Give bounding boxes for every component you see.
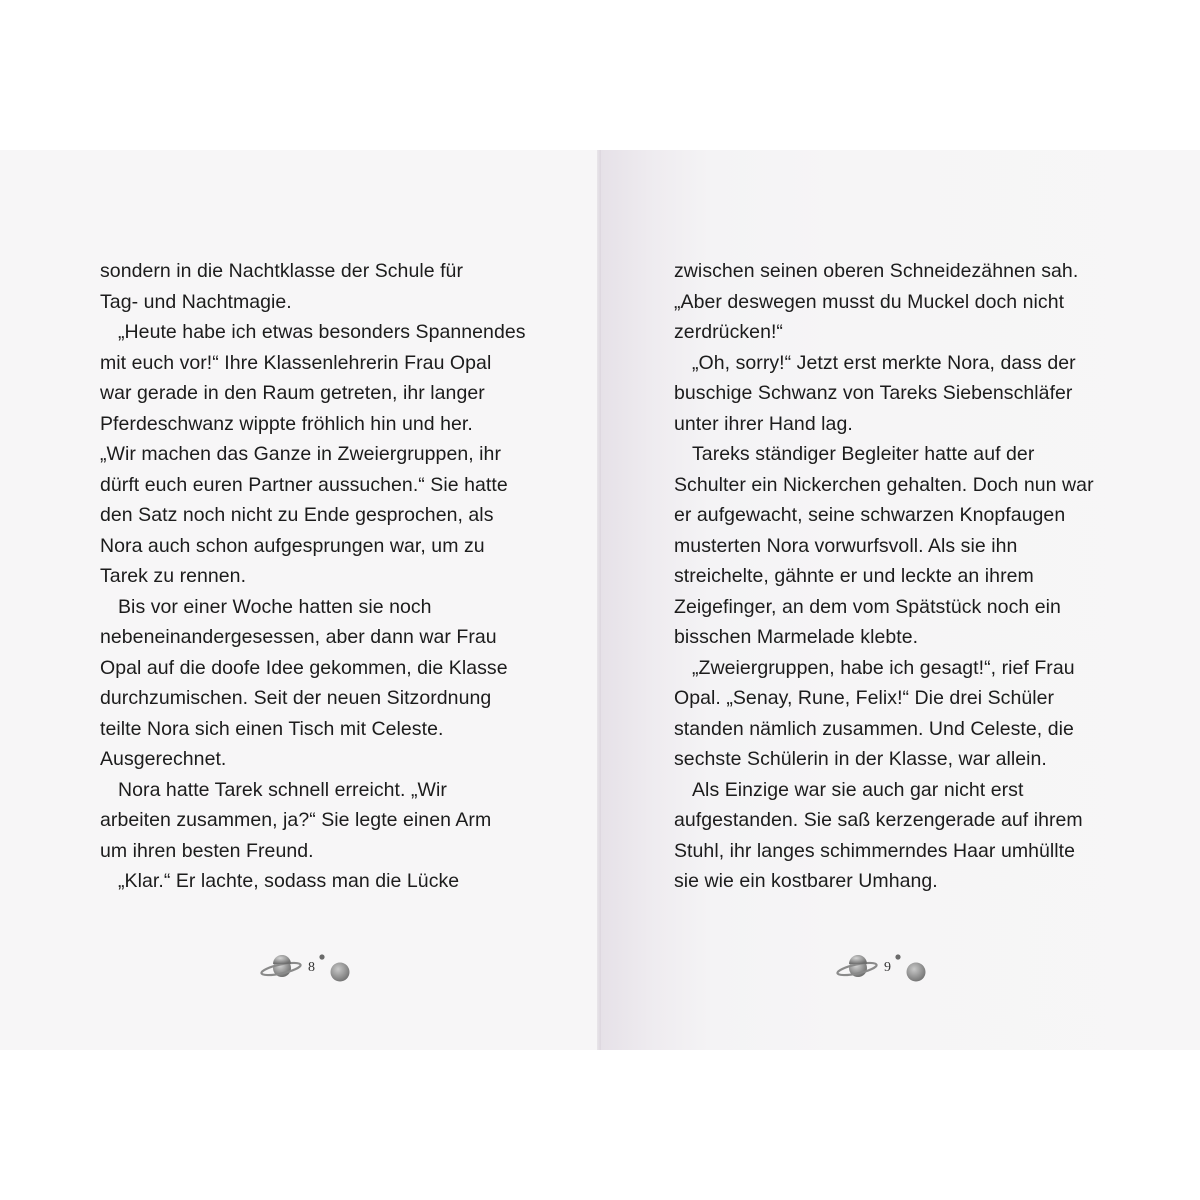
text-line: Stuhl, ihr langes schimmerndes Haar umhüllte: [674, 839, 1076, 862]
text-line: musterten Nora vorwurfsvoll. Als sie ihn: [674, 534, 1018, 557]
book-spread: [0, 150, 1200, 1050]
left-page-text: [100, 256, 550, 897]
text-line: nebeneinandergesessen, aber dann war Frau: [100, 626, 497, 648]
right-page-folio: [836, 948, 927, 988]
text-line: streichelte, gähnte er und leckte an ihrem: [674, 565, 1034, 587]
text-line: arbeiten zusammen, ja?“ Sie legte einen Arm: [100, 809, 492, 831]
text-line: unter ihrer Hand lag.: [674, 412, 853, 435]
text-line: Ausgerechnet.: [100, 748, 227, 770]
left-page: [0, 150, 597, 1050]
text-line: Tarek zu rennen.: [100, 565, 247, 587]
text-line: er aufgewacht, seine schwarzen Knopfaugen: [674, 504, 1066, 526]
text-line: Schulter ein Nickerchen gehalten. Doch nun war: [674, 473, 1094, 496]
text-line: „Oh, sorry!“ Jetzt erst merkte Nora, dass der: [692, 351, 1076, 374]
text-line: „Aber deswegen musst du Muckel doch nicht: [674, 290, 1065, 313]
text-line: sondern in die Nachtklasse der Schule für: [100, 260, 463, 282]
text-line: war gerade in den Raum getreten, ihr langer: [100, 382, 485, 404]
left-page-folio: [260, 948, 351, 988]
text-line: Pferdeschwanz wippte fröhlich hin und her.: [100, 412, 473, 435]
text-line: buschige Schwanz von Tareks Siebenschläfer: [674, 382, 1073, 404]
text-line: Nora auch schon aufgesprungen war, um zu: [100, 534, 485, 557]
text-line: durchzumischen. Seit der neuen Sitzordnung: [100, 687, 492, 709]
right-page-text: [674, 256, 1134, 897]
right-page: [601, 150, 1200, 1050]
text-line: Tareks ständiger Begleiter hatte auf der: [692, 443, 1035, 465]
text-line: sie wie ein kostbarer Umhang.: [674, 870, 938, 892]
text-line: Als Einzige war sie auch gar nicht erst: [692, 778, 1024, 801]
text-line: Zeigefinger, an dem vom Spätstück noch ein: [674, 595, 1061, 618]
text-line: teilte Nora sich einen Tisch mit Celeste.: [100, 717, 444, 740]
text-line: „Zweiergruppen, habe ich gesagt!“, rief Frau: [692, 656, 1075, 679]
page-number: 8: [308, 960, 315, 975]
text-line: sechste Schülerin in der Klasse, war allein.: [674, 748, 1047, 770]
text-line: Nora hatte Tarek schnell erreicht. „Wir: [118, 778, 447, 801]
text-line: mit euch vor!“ Ihre Klassenlehrerin Frau Opal: [100, 351, 492, 374]
moon-icon: [905, 961, 927, 983]
text-line: bisschen Marmelade klebte.: [674, 626, 919, 648]
text-line: standen nämlich zusammen. Und Celeste, die: [674, 717, 1074, 740]
ringed-planet-icon: [260, 955, 302, 981]
page-number: 9: [884, 960, 891, 975]
star-dot-icon: [319, 954, 325, 960]
text-line: zerdrücken!“: [674, 321, 783, 343]
text-line: „Wir machen das Ganze in Zweiergruppen, ihr: [100, 443, 501, 465]
ringed-planet-icon: [836, 955, 878, 981]
text-line: dürft euch euren Partner aussuchen.“ Sie hatte: [100, 473, 508, 496]
star-dot-icon: [895, 954, 901, 960]
text-line: Bis vor einer Woche hatten sie noch: [118, 595, 432, 618]
text-line: aufgestanden. Sie saß kerzengerade auf ihrem: [674, 809, 1083, 831]
text-line: um ihren besten Freund.: [100, 839, 314, 862]
moon-icon: [329, 961, 351, 983]
text-line: den Satz noch nicht zu Ende gesprochen, als: [100, 504, 494, 526]
text-line: Opal auf die doofe Idee gekommen, die Klasse: [100, 656, 508, 679]
text-line: „Heute habe ich etwas besonders Spannendes: [118, 321, 526, 343]
text-line: „Klar.“ Er lachte, sodass man die Lücke: [118, 870, 460, 892]
text-line: zwischen seinen oberen Schneidezähnen sah.: [674, 260, 1079, 282]
text-line: Tag- und Nachtmagie.: [100, 290, 292, 313]
text-line: Opal. „Senay, Rune, Felix!“ Die drei Schüler: [674, 687, 1055, 709]
